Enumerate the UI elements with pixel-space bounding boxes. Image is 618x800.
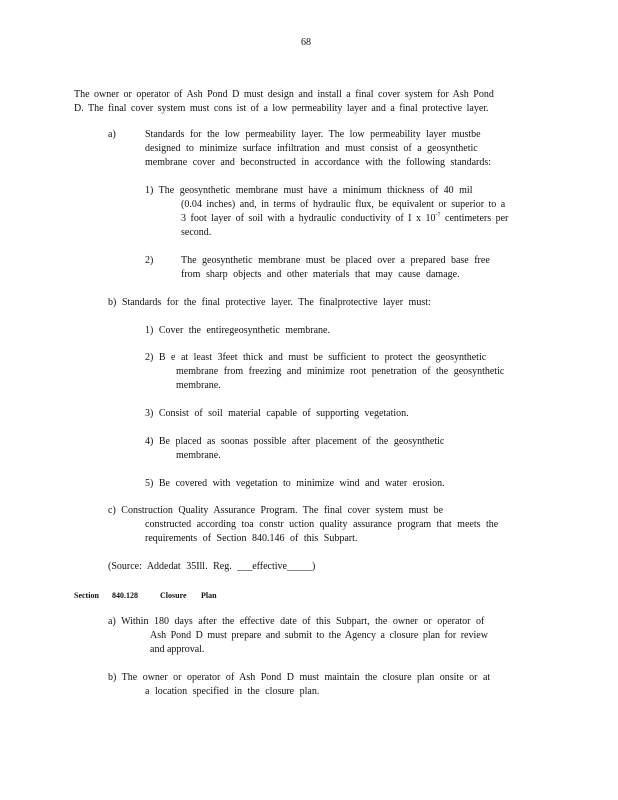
section-heading-label: Section xyxy=(74,591,99,600)
intro-line-2: D. The final cover system must cons ist of a low permeability layer and a final protective layer. xyxy=(74,103,489,114)
closure-b-line-2: a location specified in the closure plan. xyxy=(145,686,320,697)
intro-line-1: The owner or operator of Ash Pond D must design and install a final cover system for Ash Pond xyxy=(74,89,494,100)
section-a-line-2: designed to minimize surface infiltration and must consist of a geosynthetic xyxy=(145,143,478,154)
section-b-item-2-line-2: membrane from freezing and minimize root penetration of the geosynthetic xyxy=(176,366,505,377)
section-a-item-2-line-1: The geosynthetic membrane must be placed over a prepared base free xyxy=(181,255,490,266)
section-heading-number: 840.128 xyxy=(112,591,138,600)
closure-a-line-2: Ash Pond D must prepare and submit to the Agency a closure plan for review xyxy=(150,630,488,641)
section-b-item-2-line-3: membrane. xyxy=(176,380,221,391)
section-a-marker: a) xyxy=(108,129,116,140)
section-b-item-5: 5) Be covered with vegetation to minimize wind and water erosion. xyxy=(145,478,445,489)
section-b-item-3: 3) Consist of soil material capable of supporting vegetation. xyxy=(145,408,409,419)
closure-a-line-1: a) Within 180 days after the effective date of this Subpart, the owner or operator of xyxy=(108,616,485,627)
section-b-line-1: b) Standards for the final protective layer. The finalprotective layer must: xyxy=(108,297,431,308)
page-number: 68 xyxy=(301,37,311,48)
source-note: (Source: Addedat 35Ill. Reg. ___effective_____) xyxy=(108,561,316,572)
section-c-line-2: constructed according toa constr uction quality assurance program that meets the xyxy=(145,519,499,530)
closure-b-line-1: b) The owner or operator of Ash Pond D must maintain the closure plan onsite or at xyxy=(108,672,491,683)
section-a-item-1-line-1: 1) The geosynthetic membrane must have a minimum thickness of 40 mil xyxy=(145,185,473,196)
section-heading-title-1: Closure xyxy=(160,591,187,600)
closure-a-line-3: and approval. xyxy=(150,644,205,655)
section-a-line-1: Standards for the low permeability layer. The low permeability layer mustbe xyxy=(145,129,481,140)
section-b-item-4-line-2: membrane. xyxy=(176,450,221,461)
section-b-item-1: 1) Cover the entiregeosynthetic membrane. xyxy=(145,325,330,336)
section-a-item-2-marker: 2) xyxy=(145,255,154,266)
section-c-line-1: c) Construction Quality Assurance Program. The final cover system must be xyxy=(108,505,444,516)
section-b-item-4-line-1: 4) Be placed as soonas possible after placement of the geosynthetic xyxy=(145,436,445,447)
section-a-item-1-line-4: second. xyxy=(181,227,212,238)
section-c-line-3: requirements of Section 840.146 of this Subpart. xyxy=(145,533,358,544)
section-a-item-2-line-2: from sharp objects and other materials that may cause damage. xyxy=(181,269,460,280)
section-b-item-2-line-1: 2) B e at least 3feet thick and must be sufficient to protect the geosynthetic xyxy=(145,352,487,363)
section-a-item-1-line-3: 3 foot layer of soil with a hydraulic conductivity of I x $10^{-7}$ centimeters per xyxy=(181,212,509,224)
section-heading-title-2: Plan xyxy=(201,591,217,600)
section-a-line-3: membrane cover and beconstructed in accordance with the following standards: xyxy=(145,157,492,168)
section-a-item-1-line-2: (0.04 inches) and, in terms of hydraulic flux, be equivalent or superior to a xyxy=(181,199,506,210)
